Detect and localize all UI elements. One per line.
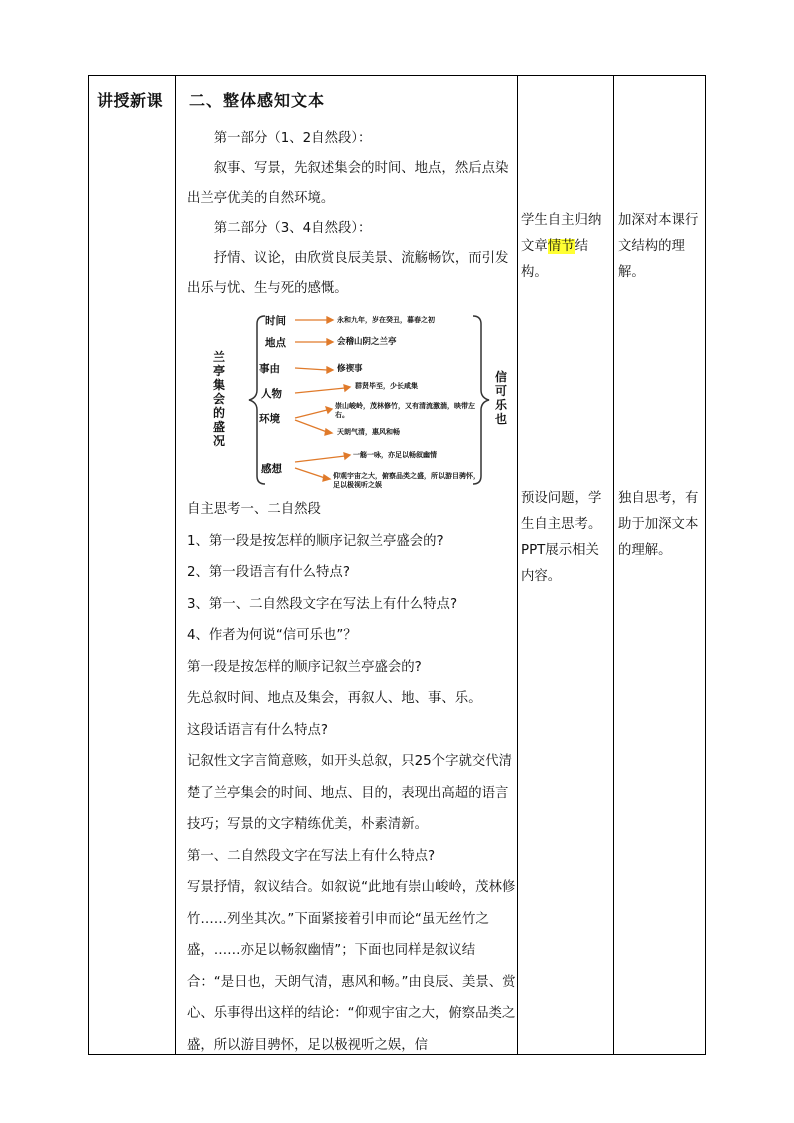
diagram-text-people: 群贤毕至，少长咸集 — [355, 382, 418, 390]
row-label: 讲授新课 — [97, 91, 164, 110]
student-activity-2: 预设问题，学生自主思考。PPT展示相关内容。 — [521, 491, 602, 584]
highlighted-word: 情节 — [547, 239, 575, 254]
student-activity-1 — [521, 208, 611, 286]
student-activity-1-post: 结构。 — [521, 239, 588, 280]
answer-3: 写景抒情，叙议结合。如叙说“此地有崇山峻岭，茂林修竹……列坐其次。”下面紧接着引申而论“虽无丝竹之盛，……亦足以畅叙幽情”；下面也同样是叙议结合：“是日也，天朗气清，惠风和畅。”由良辰、美景、赏心、乐事得出这样的结论：“仰观宇宙之大，俯察品类之盛，所以游目骋怀，足以极视听之娱，信 — [187, 880, 516, 1053]
diagram-text-scenery: 崇山峻岭，茂林修竹，又有清流激湍，映带左右。 — [335, 402, 475, 419]
diagram-right-title: 信可乐也 — [495, 370, 508, 426]
student-activity-1-pre: 学生自主归纳文章 — [521, 213, 602, 254]
diagram-text-place: 会稽山阴之兰亭 — [337, 337, 397, 347]
answer-heading-3: 第一、二自然段文字在写法上有什么特点? — [187, 848, 436, 864]
diagram-text-time: 永和九年，岁在癸丑，暮春之初 — [337, 316, 435, 324]
diagram-label-feeling: 感想 — [261, 463, 282, 475]
question-1: 1、第一段是按怎样的顺序记叙兰亭盛会的? — [187, 533, 444, 549]
part2-heading: 第二部分（3、4自然段）： — [213, 221, 372, 236]
part2-text: 抒情、议论，由欣赏良辰美景、流觞畅饮，而引发出乐与忧、生与死的感慨。 — [187, 251, 509, 296]
section-title: 二、整体感知文本 — [189, 91, 326, 110]
column-divider-2 — [517, 76, 518, 1054]
diagram-label-scenery: 环境 — [259, 413, 280, 425]
diagram-text-feeling: 一觞一咏，亦足以畅叙幽情 — [353, 451, 437, 459]
answer-heading-1: 第一段是按怎样的顺序记叙兰亭盛会的? — [187, 659, 422, 675]
question-4: 4、作者为何说“信可乐也”？ — [187, 628, 357, 643]
part1-text: 叙事、写景，先叙述集会的时间、地点，然后点染出兰亭优美的自然环境。 — [187, 161, 509, 206]
diagram-text-reason: 修禊事 — [337, 364, 363, 374]
question-2: 2、第一段语言有什么特点? — [187, 565, 350, 580]
answer-2: 记叙性文字言简意赅，如开头总叙，只25个字就交代清楚了兰亭集会的时间、地点、目的，表现出高超的语言技巧；写景的文字精练优美，朴素清新。 — [187, 754, 513, 832]
lesson-table — [88, 75, 706, 1055]
self-think-heading: 自主思考一、二自然段 — [187, 502, 321, 517]
diagram-label-people: 人物 — [261, 388, 282, 400]
diagram-text-scenery-2: 天朗气清，惠风和畅 — [337, 428, 400, 436]
answer-1: 先总叙时间、地点及集会，再叙人、地、事、乐。 — [187, 691, 482, 706]
column-divider-1 — [175, 76, 176, 1054]
diagram-left-title: 兰亭集会的盛况 — [213, 350, 226, 448]
diagram-label-place: 地点 — [265, 337, 286, 349]
part1-heading: 第一部分（1、2自然段）： — [213, 131, 372, 146]
column-divider-3 — [613, 76, 614, 1054]
diagram-label-time: 时间 — [265, 315, 286, 327]
main-content — [187, 124, 517, 1061]
question-3: 3、第一、二自然段文字在写法上有什么特点? — [187, 596, 458, 612]
answer-heading-2: 这段话语言有什么特点? — [187, 722, 329, 738]
design-intent-1: 加深对本课行文结构的理解。 — [618, 213, 699, 280]
structure-diagram — [205, 310, 508, 490]
diagram-text-feeling-2: 仰观宇宙之大，俯察品类之盛，所以游目骋怀，足以极视听之娱 — [333, 472, 480, 489]
diagram-label-reason: 事由 — [259, 363, 280, 375]
design-intent-2: 独自思考，有助于加深文本的理解。 — [618, 491, 699, 558]
